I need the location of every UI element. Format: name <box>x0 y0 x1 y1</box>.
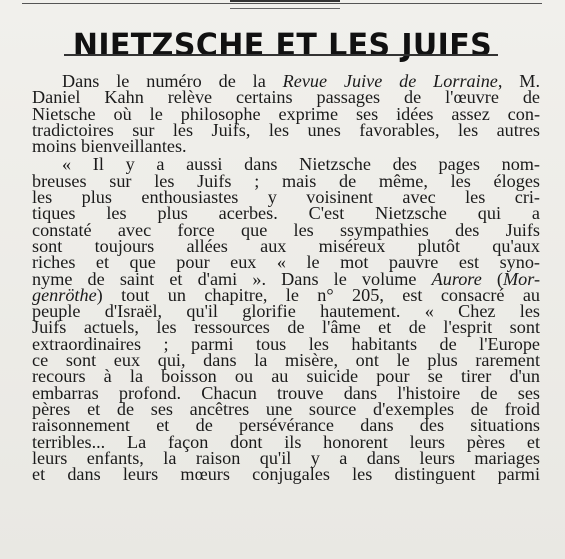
line-text: genröthe <box>32 284 97 305</box>
article-body <box>32 71 541 485</box>
line-text: Revue Juive de Lorraine <box>282 71 498 91</box>
line-text: breuses sur les Juifs ; mais de même, les éloges <box>32 170 540 191</box>
line-text: nyme de saint et d'ami ». Dans le volume <box>32 268 432 289</box>
top-ornament <box>230 0 340 9</box>
line-text: , M. <box>497 71 540 91</box>
line-text: les plus enthousiastes y voisinent avec les cri- <box>32 187 540 208</box>
line-text: Juifs actuels, les ressources de l'âme et de l'esprit sont <box>32 317 540 338</box>
line-text: ce sont eux qui, dans la misère, ont le plus rarement <box>32 350 540 371</box>
line-text: Dans le numéro de la <box>62 71 283 91</box>
line-text: extraordinaires ; parmi tous les habitants de l'Europe <box>32 333 540 354</box>
article-headline: NIETZSCHE ET LES JUIFS <box>72 27 493 64</box>
line-text: constaté avec force que les ssympathies des Juifs <box>32 219 540 240</box>
line-text: embarras profond. Chacun trouve dans l'histoire de ses <box>32 382 540 403</box>
line-text: ) tout un chapitre, le n° 205, est consacré au <box>96 284 540 305</box>
line-text: tradictoires sur les Juifs, les unes favorables, les autres <box>32 119 540 140</box>
line-text: « Il y a aussi dans Nietzsche des pages nom- <box>62 154 540 175</box>
line-text: pères et de ses ancêtres une source d'exemples de froid <box>32 398 540 419</box>
line-text: recours à la boisson ou au suicide pour se tirer d'un <box>32 366 540 387</box>
headline-underline <box>64 54 498 56</box>
line-text: Nietsche où le philosophe exprime ses idées assez con- <box>32 103 540 124</box>
line-text: et dans leurs mœurs conjugales les distinguent parmi <box>32 464 540 485</box>
line-text: Daniel Kahn relève certains passages de l'œuvre de <box>32 87 540 108</box>
line-text: Aurore <box>431 268 482 289</box>
article-line <box>32 464 540 485</box>
line-text: sont toujours allées aux miséreux plutôt qu'aux <box>32 235 540 256</box>
line-text: ( <box>481 268 503 289</box>
article-line <box>32 136 540 157</box>
line-text: leurs enfants, la raison qu'il y a dans leurs mariages <box>32 447 540 468</box>
line-text: tiques les plus acerbes. C'est Nietzsche qui a <box>32 203 540 224</box>
line-text: terribles... La façon dont ils honorent leurs pères et <box>32 431 540 452</box>
line-text: riches et que pour eux « le mot pauvre est syno- <box>32 252 540 273</box>
line-text: raisonnement et de persévérance dans des situations <box>32 415 540 436</box>
line-text: peuple d'Israël, qu'il glorifie hautement. « Chez les <box>32 301 540 322</box>
line-text: Mor- <box>503 268 541 289</box>
line-text: moins bienveillantes. <box>32 136 187 157</box>
